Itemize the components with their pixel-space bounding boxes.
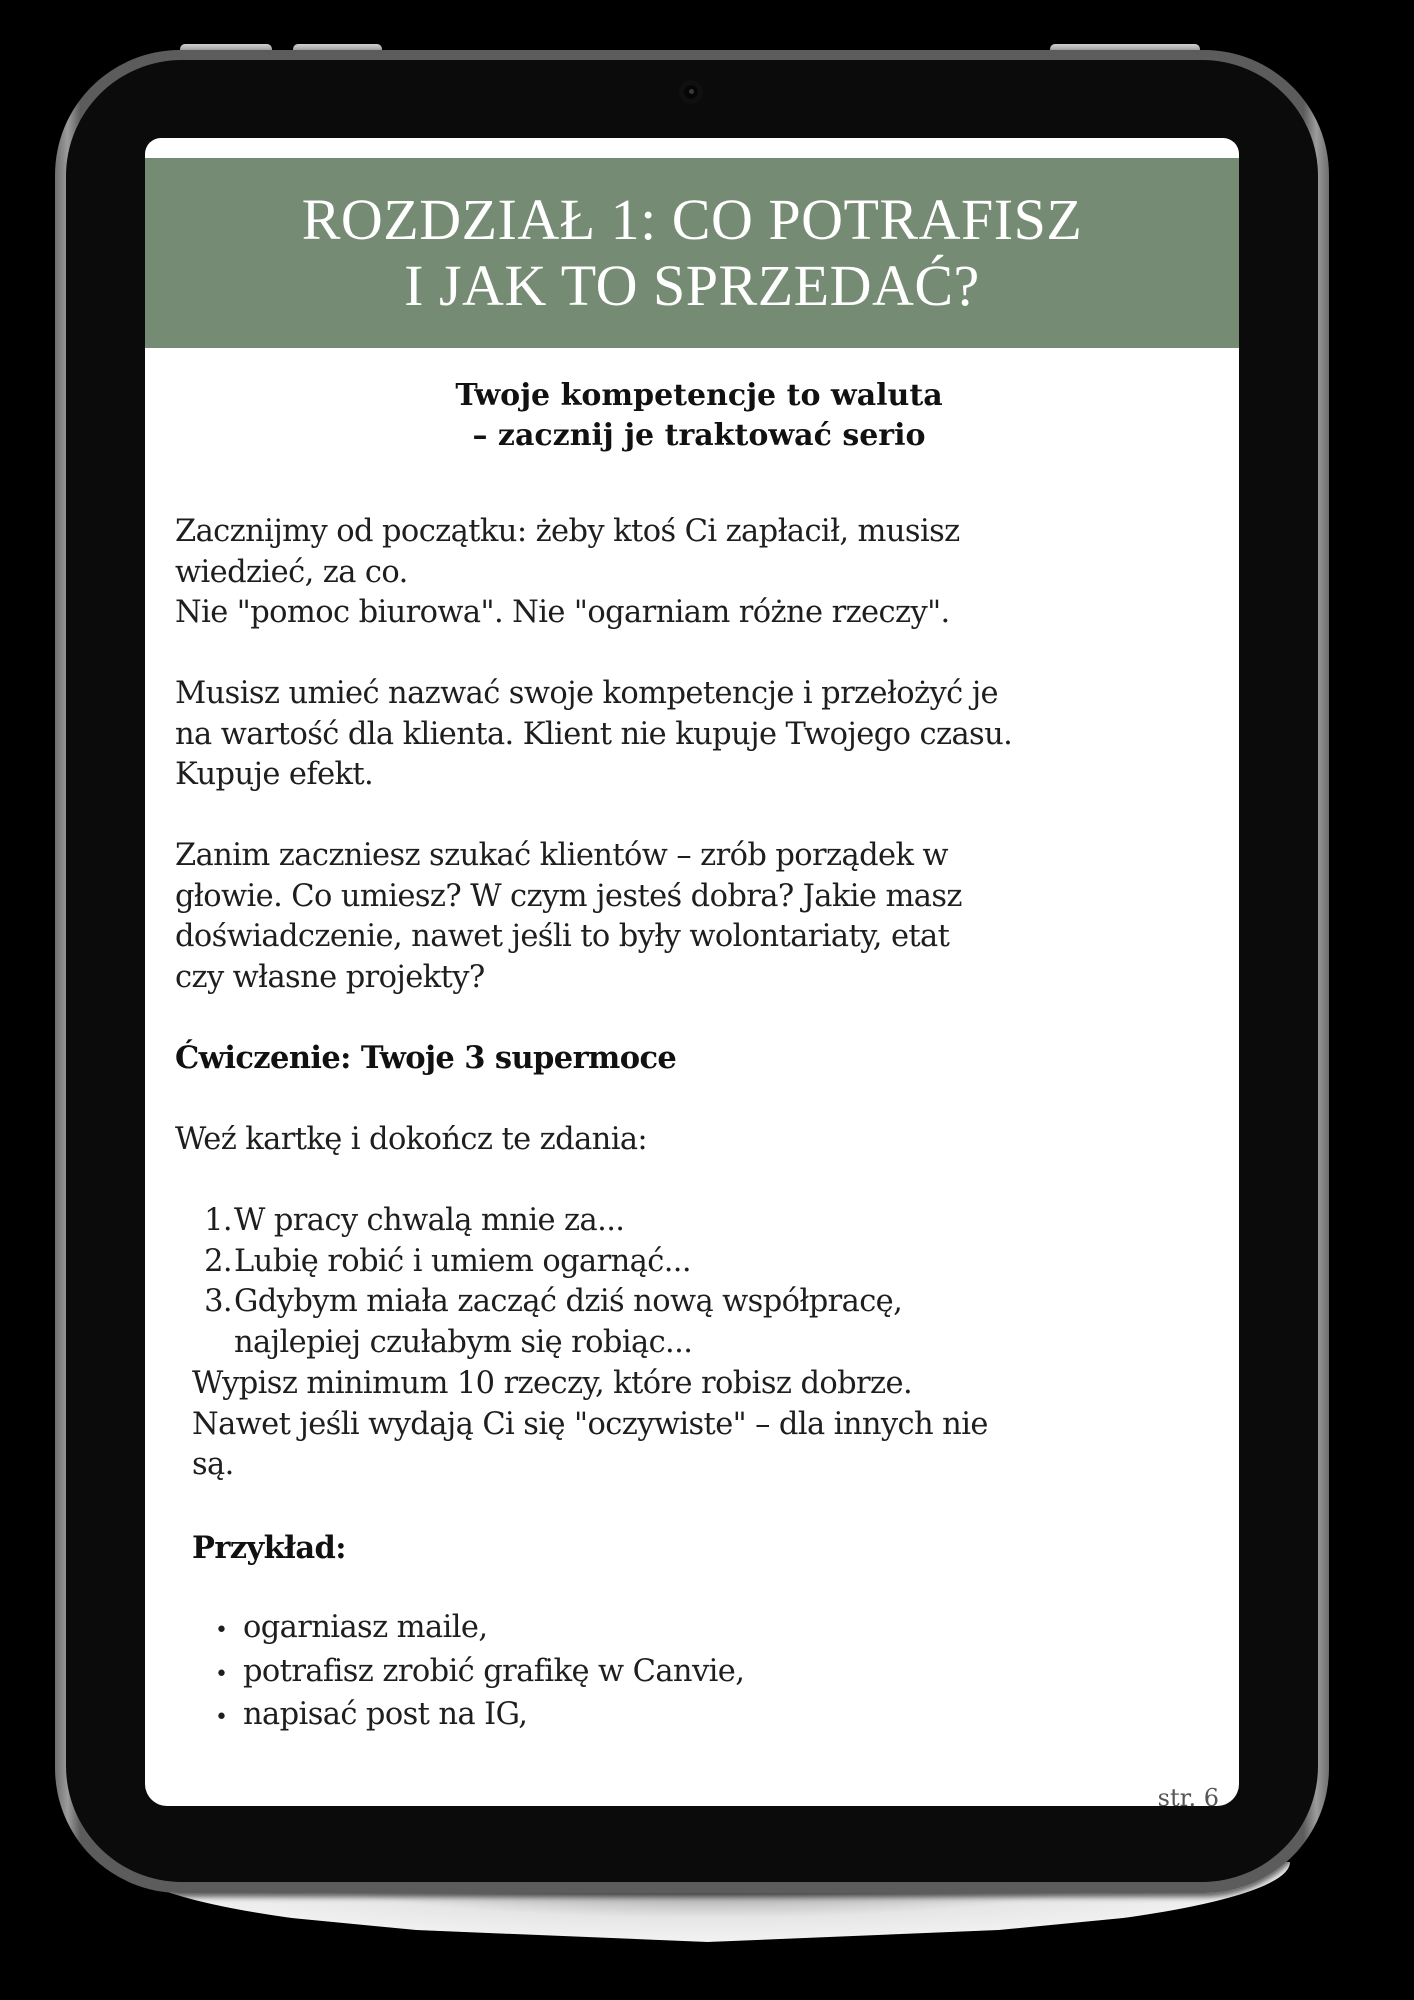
section-subtitle bbox=[145, 376, 1239, 456]
text-line: Gdybym miała zacząć dziś nową współpracę, bbox=[234, 1284, 903, 1319]
list-item bbox=[215, 1695, 744, 1739]
list-item bbox=[200, 1201, 902, 1242]
text-line: Nawet jeśli wydają Ci się "oczywiste" – dla innych nie bbox=[192, 1406, 988, 1442]
list-item bbox=[215, 1652, 744, 1696]
list-item-text: ogarniasz maile, bbox=[243, 1610, 488, 1645]
list-item bbox=[200, 1242, 902, 1283]
chapter-title bbox=[302, 187, 1083, 319]
bullet-icon: • bbox=[215, 1705, 228, 1730]
text-line: są. bbox=[192, 1447, 234, 1482]
ebook-page bbox=[145, 138, 1239, 1806]
subtitle-line-1: Twoje kompetencje to waluta bbox=[455, 378, 943, 413]
paragraph-competences bbox=[175, 674, 1225, 796]
list-number: 3. bbox=[204, 1284, 232, 1319]
exercise-list bbox=[200, 1201, 902, 1363]
subtitle-line-2: – zacznij je traktować serio bbox=[472, 418, 926, 453]
chapter-title-line-1: ROZDZIAŁ 1: CO POTRAFISZ bbox=[301, 187, 1083, 252]
text-line: Nie "pomoc biurowa". Nie "ogarniam różne rzeczy". bbox=[175, 595, 950, 630]
text-line: Wypisz minimum 10 rzeczy, które robisz dobrze. bbox=[192, 1366, 913, 1401]
text-line: Zacznijmy od początku: żeby ktoś Ci zapłacił, musisz bbox=[175, 514, 960, 549]
list-item-text: napisać post na IG, bbox=[243, 1697, 528, 1732]
list-item-text bbox=[234, 1282, 902, 1363]
page-number: str. 6 bbox=[1157, 1784, 1219, 1806]
list-number: 2. bbox=[204, 1243, 232, 1279]
list-item bbox=[200, 1282, 902, 1363]
chapter-title-line-2: I JAK TO SPRZEDAĆ? bbox=[404, 253, 980, 318]
exercise-note bbox=[192, 1364, 1239, 1486]
list-item-text bbox=[234, 1201, 624, 1242]
text-line: Lubię robić i umiem ogarnąć... bbox=[234, 1243, 691, 1279]
chapter-banner bbox=[145, 158, 1239, 348]
paragraph-intro bbox=[175, 512, 1225, 634]
list-item-text bbox=[234, 1242, 691, 1283]
text-line: głowie. Co umiesz? W czym jesteś dobra? Jakie masz bbox=[175, 878, 962, 914]
text-line: Weź kartkę i dokończ te zdania: bbox=[175, 1122, 648, 1157]
example-heading: Przykład: bbox=[192, 1530, 346, 1566]
text-line: na wartość dla klienta. Klient nie kupuje Twojego czasu. bbox=[175, 716, 1013, 752]
bullet-icon: • bbox=[215, 1661, 228, 1687]
paragraph-before-clients bbox=[175, 836, 1225, 998]
text-line: doświadczenie, nawet jeśli to były wolontariaty, etat bbox=[175, 919, 950, 954]
text-line: W pracy chwalą mnie za... bbox=[234, 1203, 625, 1238]
list-item-text: potrafisz zrobić grafikę w Canvie, bbox=[243, 1653, 745, 1689]
example-list bbox=[215, 1608, 744, 1739]
exercise-intro bbox=[175, 1120, 1225, 1161]
list-number: 1. bbox=[204, 1203, 232, 1238]
text-line: najlepiej czułabym się robiąc... bbox=[234, 1324, 693, 1360]
exercise-heading: Ćwiczenie: Twoje 3 supermoce bbox=[175, 1040, 677, 1076]
bullet-icon: • bbox=[215, 1618, 228, 1643]
text-line: czy własne projekty? bbox=[175, 959, 485, 995]
text-line: Musisz umieć nazwać swoje kompetencje i przełożyć je bbox=[175, 676, 999, 711]
list-item bbox=[215, 1608, 744, 1652]
camera-icon bbox=[684, 85, 698, 99]
text-line: Zanim zaczniesz szukać klientów – zrób porządek w bbox=[175, 838, 948, 873]
text-line: Kupuje efekt. bbox=[175, 757, 374, 792]
text-line: wiedzieć, za co. bbox=[175, 554, 408, 590]
